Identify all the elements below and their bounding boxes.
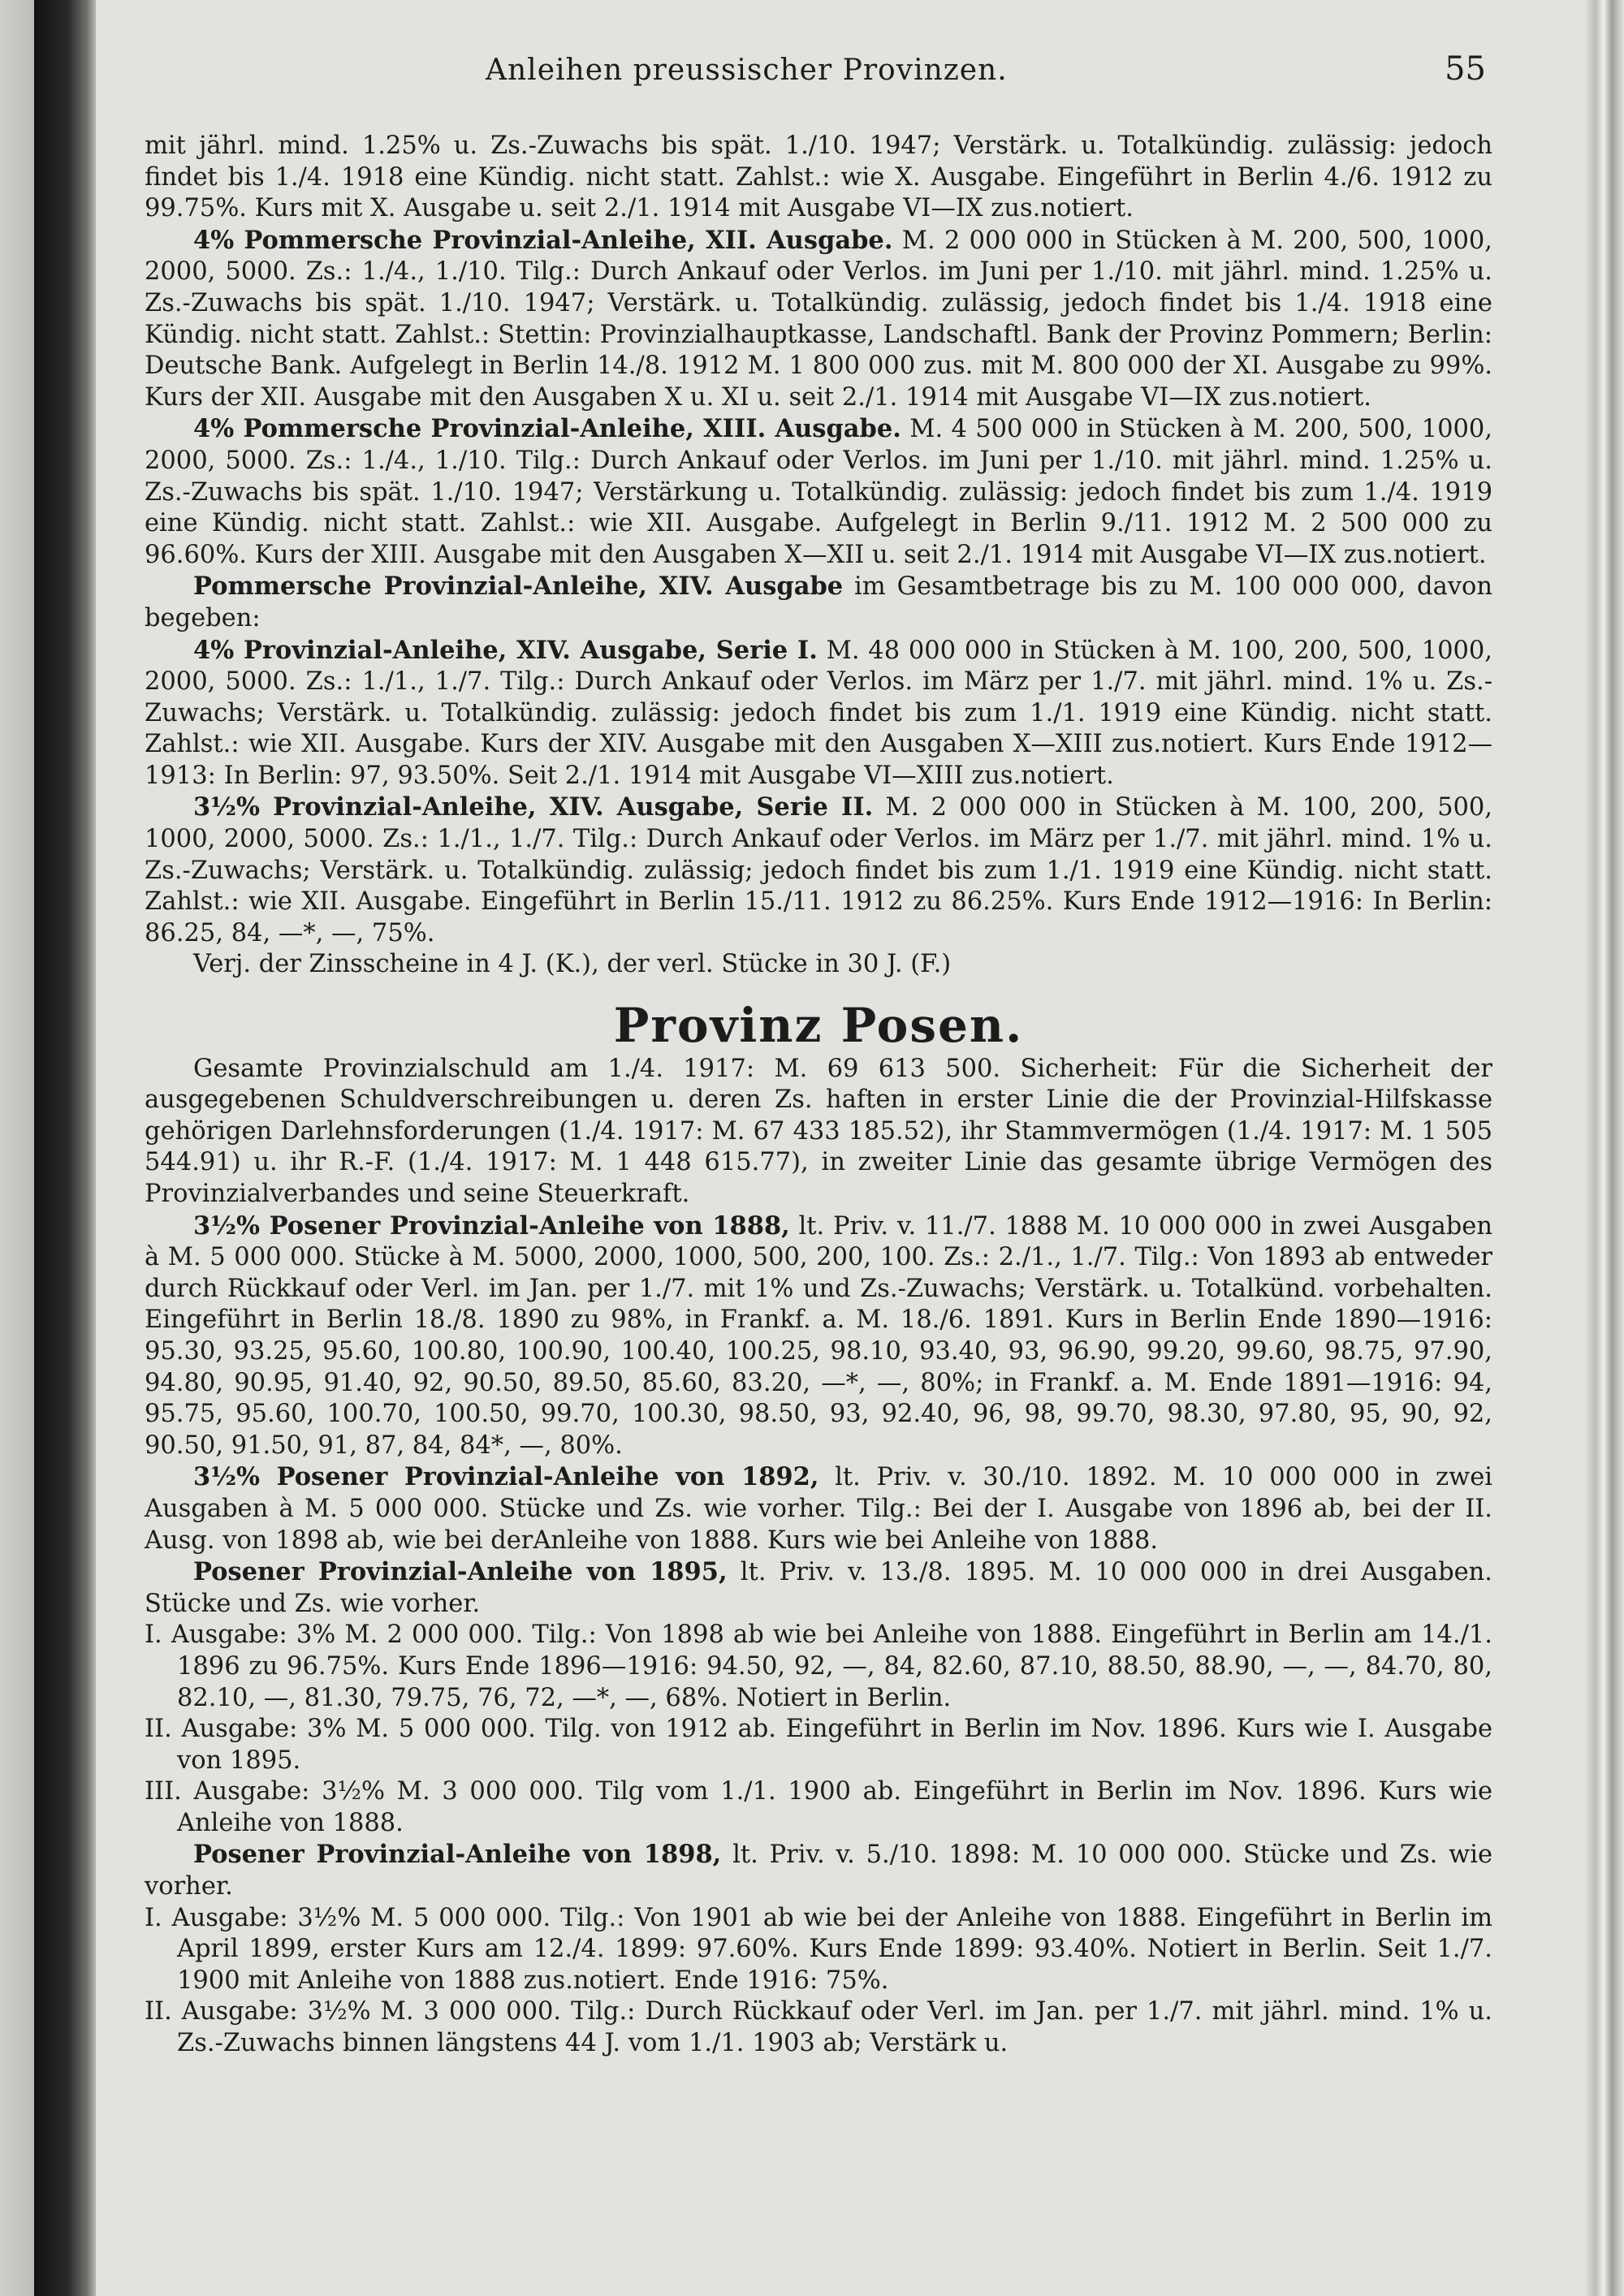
book-binding-shadow bbox=[34, 0, 96, 2296]
entry-posen-1892: 3½% Posener Provinzial-Anleihe von 1892, lt. Priv. v. 30./10. 1892. M. 10 000 000 in zwei Ausgaben à M. 5 000 000. Stücke und Zs. wie vorher. Tilg.: Bei der I. Ausgabe von 1896 ab, bei der II. Ausg. von 1898 ab, wie bei derAnleihe von 1888. Kurs wie bei Anleihe von 1888. bbox=[145, 1462, 1492, 1555]
ausgabe-1895-i: I. Ausgabe: 3% M. 2 000 000. Tilg.: Von 1898 ab wie bei Anleihe von 1888. Eingeführt in Berlin am 14./1. 1896 zu 96.75%. Kurs Ende 1896—1916: 94.50, 92, —, 84, 82.60, 87.10, 88.50, 88.90, —, —, 84.70, 80, 82.10, —, 81.30, 79.75, 76, 72, —*, —, 68%. Notiert in Berlin. bbox=[145, 1621, 1492, 1712]
ausgabe-1895-iii: III. Ausgabe: 3½% M. 3 000 000. Tilg vom 1./1. 1900 ab. Eingeführt in Berlin im Nov. 1896. Kurs wie Anleihe von 1888. bbox=[145, 1777, 1492, 1837]
entry-title: Pommersche Provinzial-Anleihe, XIV. Ausgabe bbox=[193, 572, 844, 602]
entry-posen-1888: 3½% Posener Provinzial-Anleihe von 1888, lt. Priv. v. 11./7. 1888 M. 10 000 000 in zwei Ausgaben à M. 5 000 000. Stücke à M. 5000, 2000, 1000, 500, 200, 100. Zs.: 2./1., 1./7. Tilg.: Von 1893 ab entweder durch Rückkauf oder Verl. im Jan. per 1./7. mit 1% und Zs.-Zuwachs; Verstärk. u. Totalkünd. vorbehalten. Eingeführt in Berlin 18./8. 1890 zu 98%, in Frankf. a. M. 18./6. 1891. Kurs in Berlin Ende 1890—1916: 95.30, 93.25, 95.60, 100.80, 100.90, 100.40, 100.25, 98.10, 93.40, 93, 96.90, 99.20, 99.60, 98.75, 97.90, 94.80, 90.95, 91.40, 92, 90.50, 89.50, 85.60, 83.20, —*, —, 80%; in Frankf. a. M. Ende 1891—1916: 94, 95.75, 95.60, 100.70, 100.50, 99.70, 100.30, 98.50, 93, 92.40, 96, 98, 99.70, 98.30, 97.80, 95, 90, 92, 90.50, 91.50, 91, 87, 84, 84*, —, 80%. bbox=[145, 1211, 1492, 1460]
running-title: Anleihen preussischer Provinzen. bbox=[486, 54, 1008, 87]
section-heading: Provinz Posen. bbox=[613, 998, 1024, 1054]
entry-title: 3½% Posener Provinzial-Anleihe von 1888, bbox=[193, 1211, 790, 1241]
entry-title: 4% Pommersche Provinzial-Anleihe, XIII. Ausgabe. bbox=[193, 414, 901, 444]
entry-pommern-xiv-serie-2: 3½% Provinzial-Anleihe, XIV. Ausgabe, Serie II. M. 2 000 000 in Stücken à M. 100, 200, 500, 1000, 2000, 5000. Zs.: 1./1., 1./7. Tilg.: Durch Ankauf oder Verlos. im März per 1./7. mit jährl. mind. 1% u. Zs.-Zuwachs; Verstärk. u. Totalkündig. zulässig; jedoch findet bis zum 1./1. 1919 eine Kündig. nicht statt. Zahlst.: wie XII. Ausgabe. Eingeführt in Berlin 15./11. 1912 zu 86.25%. Kurs Ende 1912—1916: In Berlin: 86.25, 84, —*, —, 75%. bbox=[145, 792, 1492, 947]
adjacent-page-edge bbox=[0, 0, 35, 2296]
verjaehrung-note: Verj. der Zinsscheine in 4 J. (K.), der verl. Stücke in 30 J. (F.) bbox=[193, 950, 952, 979]
ausgabe-1895-ii: II. Ausgabe: 3% M. 5 000 000. Tilg. von 1912 ab. Eingeführt in Berlin im Nov. 1896. Kurs wie I. Ausgabe von 1895. bbox=[145, 1715, 1492, 1775]
entry-pommern-xiv-serie-1: 4% Provinzial-Anleihe, XIV. Ausgabe, Serie I. M. 48 000 000 in Stücken à M. 100, 200, 500, 1000, 2000, 5000. Zs.: 1./1., 1./7. Tilg.: Durch Ankauf oder Verlos. im März per 1./7. mit jährl. mind. 1% u. Zs.-Zuwachs; Verstärk. u. Totalkündig. zulässig: jedoch findet bis zum 1./1. 1919 eine Kündig. nicht statt. Zahlst.: wie XII. Ausgabe. Kurs der XIV. Ausgabe mit den Ausgaben X—XIII zus.notiert. Kurs Ende 1912—1913: In Berlin: 97, 93.50%. Seit 2./1. 1914 mit Ausgabe VI—XIII zus.notiert. bbox=[145, 635, 1492, 790]
entry-title: 4% Provinzial-Anleihe, XIV. Ausgabe, Serie I. bbox=[193, 635, 818, 665]
entry-title: Posener Provinzial-Anleihe von 1898, bbox=[193, 1840, 722, 1870]
entry-pommern-xii: 4% Pommersche Provinzial-Anleihe, XII. Ausgabe. M. 2 000 000 in Stücken à M. 200, 500, 1000, 2000, 5000. Zs.: 1./4., 1./10. Tilg.: Durch Ankauf oder Verlos. im Juni per 1./10. mit jährl. mind. 1.25% u. Zs.-Zuwachs bis spät. 1./10. 1947; Verstärk. u. Totalkündig. zulässig, jedoch findet bis 1./4. 1918 eine Kündig. nicht statt. Zahlst.: Stettin: Provinzialhauptkasse, Landschaftl. Bank der Provinz Pommern; Berlin: Deutsche Bank. Aufgelegt in Berlin 14./8. 1912 M. 1 800 000 zus. mit M. 800 000 der XI. Ausgabe zu 99%. Kurs der XII. Ausgabe mit den Ausgaben X u. XI u. seit 2./1. 1914 mit Ausgabe VI—IX zus.notiert. bbox=[145, 225, 1492, 412]
entry-pommern-xiii: 4% Pommersche Provinzial-Anleihe, XIII. Ausgabe. M. 4 500 000 in Stücken à M. 200, 500, 1000, 2000, 5000. Zs.: 1./4., 1./10. Tilg.: Durch Ankauf oder Verlos. im Juni per 1./10. mit jährl. mind. 1.25% u. Zs.-Zuwachs bis spät. 1./10. 1947; Verstärkung u. Totalkündig. zulässig: jedoch findet bis zum 1./4. 1919 eine Kündig. nicht statt. Zahlst.: wie XII. Ausgabe. Aufgelegt in Berlin 9./11. 1912 M. 2 500 000 zu 96.60%. Kurs der XIII. Ausgabe mit den Ausgaben X—XII u. seit 2./1. 1914 mit Ausgabe VI—IX zus.notiert. bbox=[145, 414, 1492, 569]
paragraph-continuation: mit jährl. mind. 1.25% u. Zs.-Zuwachs bis spät. 1./10. 1947; Verstärk. u. Totalkündig. zulässig: jedoch findet bis 1./4. 1918 eine Kündig. nicht statt. Zahlst.: wie X. Ausgabe. Eingeführt in Berlin 4./6. 1912 zu 99.75%. Kurs mit X. Ausgabe u. seit 2./1. 1914 mit Ausgabe VI—IX zus.notiert. bbox=[145, 132, 1492, 223]
entry-pommern-xiv: Pommersche Provinzial-Anleihe, XIV. Ausgabe im Gesamtbetrage bis zu M. 100 000 000, davon begeben: bbox=[145, 572, 1492, 632]
ausgabe-1898-ii: II. Ausgabe: 3½% M. 3 000 000. Tilg.: Durch Rückkauf oder Verl. im Jan. per 1./7. mit jährl. mind. 1% u. Zs.-Zuwachs binnen längstens 44 J. vom 1./1. 1903 ab; Verstärk u. bbox=[145, 1997, 1492, 2058]
page-header bbox=[96, 50, 1583, 102]
page-content bbox=[145, 130, 1492, 2060]
page-stack-edge bbox=[1583, 0, 1624, 2296]
entry-posen-1895: Posener Provinzial-Anleihe von 1895, lt. Priv. v. 13./8. 1895. M. 10 000 000 in drei Ausgaben. Stücke und Zs. wie vorher. bbox=[145, 1557, 1492, 1618]
page-number: 55 bbox=[1445, 50, 1486, 88]
entry-title: Posener Provinzial-Anleihe von 1895, bbox=[193, 1557, 728, 1587]
entry-title: 4% Pommersche Provinzial-Anleihe, XII. Ausgabe. bbox=[193, 225, 893, 255]
ausgabe-1898-i: I. Ausgabe: 3½% M. 5 000 000. Tilg.: Von 1901 ab wie bei der Anleihe von 1888. Eingeführt in Berlin im April 1899, erster Kurs am 12./4. 1899: 97.60%. Kurs Ende 1899: 93.40%. Notiert in Berlin. Seit 1./7. 1900 mit Anleihe von 1888 zus.notiert. Ende 1916: 75%. bbox=[145, 1903, 1492, 1995]
entry-posen-1898: Posener Provinzial-Anleihe von 1898, lt. Priv. v. 5./10. 1898: M. 10 000 000. Stücke und Zs. wie vorher. bbox=[145, 1840, 1492, 1901]
entry-title: 3½% Provinzial-Anleihe, XIV. Ausgabe, Serie II. bbox=[193, 792, 874, 822]
entry-title: 3½% Posener Provinzial-Anleihe von 1892, bbox=[193, 1462, 819, 1492]
posen-intro: Gesamte Provinzialschuld am 1./4. 1917: M. 69 613 500. Sicherheit: Für die Sicherheit der ausgegebenen Schuldverschreibungen u. deren Zs. haften in erster Linie die der Provinzial-Hilfskasse gehörigen Darlehnsforderungen (1./4. 1917: M. 67 433 185.52), ihr Stammvermögen (1./4. 1917: M. 1 505 544.91) u. ihr R.-F. (1./4. 1917: M. 1 448 615.77), in zweiter Linie das gesamte übrige Vermögen des Provinzialverbandes und seine Steuerkraft. bbox=[145, 1054, 1492, 1208]
book-page bbox=[96, 0, 1583, 2296]
